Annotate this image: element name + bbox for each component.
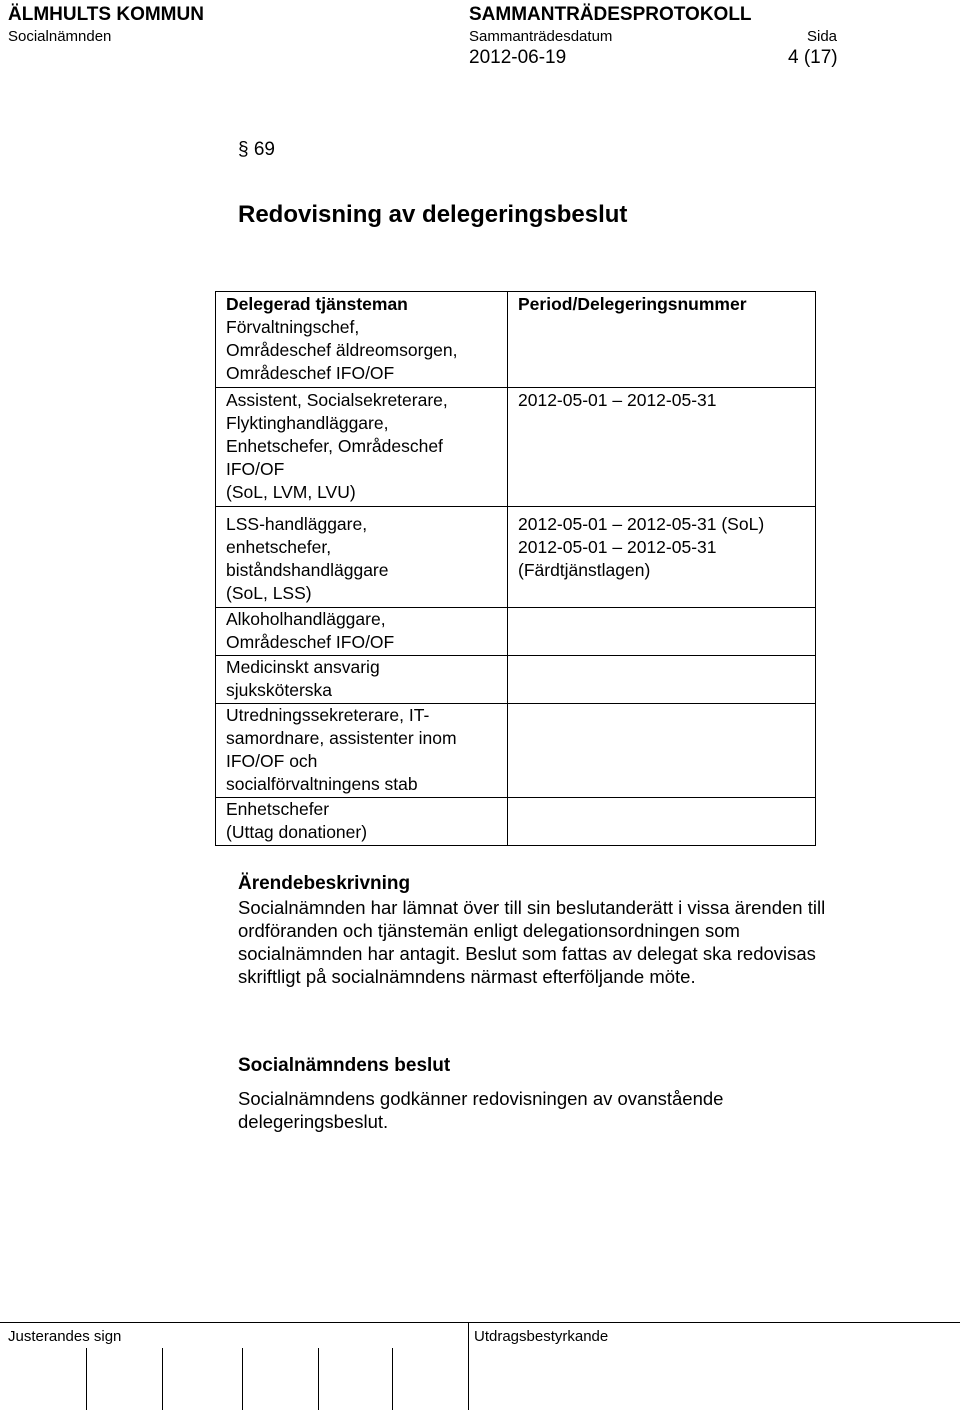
- table-cell-period: [508, 656, 816, 704]
- table-cell-officer: [216, 388, 508, 507]
- cell-line: socialförvaltningens stab: [226, 774, 418, 794]
- meeting-date: 2012-06-19: [469, 47, 567, 68]
- paragraph-line: delegeringsbeslut.: [238, 1111, 389, 1132]
- page-label: Sida: [807, 28, 838, 45]
- cell-line: samordnare, assistenter inom: [226, 728, 457, 748]
- cell-line: IFO/OF: [226, 459, 285, 479]
- cell-line: Medicinskt ansvarig: [226, 657, 380, 677]
- signature-box-divider: [162, 1348, 163, 1410]
- cell-line: Flyktinghandläggare,: [226, 413, 389, 433]
- signature-box-divider: [318, 1348, 319, 1410]
- cell-line: Assistent, Socialsekreterare,: [226, 390, 448, 410]
- cell-line: LSS-handläggare,: [226, 514, 368, 534]
- cell-line: Alkoholhandläggare,: [226, 609, 386, 629]
- table-header-line: Förvaltningschef,: [226, 317, 360, 337]
- table-header-row: [216, 292, 816, 388]
- signature-box-divider: [392, 1348, 393, 1410]
- table-header-line: Områdeschef IFO/OF: [226, 363, 395, 383]
- paragraph-line: Socialnämnden har lämnat över till sin beslutanderätt i vissa ärenden till: [238, 897, 826, 918]
- column-header-officer: Delegerad tjänsteman: [226, 294, 408, 314]
- cell-line: (Färdtjänstlagen): [518, 560, 651, 580]
- cell-line: Områdeschef IFO/OF: [226, 632, 395, 652]
- paragraph-line: ordföranden och tjänstemän enligt delegationsordningen som: [238, 920, 740, 941]
- table-cell-period: [508, 704, 816, 798]
- municipality-name: ÄLMHULTS KOMMUN: [8, 4, 204, 25]
- protocol-title: SAMMANTRÄDESPROTOKOLL: [469, 4, 752, 25]
- table-header-cell-officer: [216, 292, 508, 388]
- cell-line: sjuksköterska: [226, 680, 333, 700]
- cell-line: Enhetschefer: [226, 799, 330, 819]
- table-cell-officer: [216, 656, 508, 704]
- table-cell-officer: [216, 704, 508, 798]
- table-cell-period: [508, 608, 816, 656]
- cell-line: (SoL, LSS): [226, 583, 312, 603]
- table-row: [216, 798, 816, 846]
- signature-label: Justerandes sign: [8, 1328, 122, 1345]
- table-row: [216, 608, 816, 656]
- delegation-table: [215, 291, 816, 846]
- paragraph-line: socialnämnden har antagit. Beslut som fattas av delegat ska redovisas: [238, 943, 816, 964]
- cell-line: IFO/OF och: [226, 751, 318, 771]
- page-title: Redovisning av delegeringsbeslut: [238, 201, 628, 228]
- table-cell-officer: [216, 608, 508, 656]
- cell-line: enhetschefer,: [226, 537, 332, 557]
- column-header-period: Period/Delegeringsnummer: [518, 294, 747, 314]
- table-header-cell-period: [508, 292, 816, 388]
- page-number: 4 (17): [788, 47, 838, 68]
- signature-box-divider: [86, 1348, 87, 1410]
- cell-line: (Uttag donationer): [226, 822, 368, 842]
- case-description-heading: Ärendebeskrivning: [238, 873, 411, 894]
- date-label: Sammanträdesdatum: [469, 28, 613, 45]
- committee-name: Socialnämnden: [8, 28, 112, 45]
- cell-line: (SoL, LVM, LVU): [226, 482, 356, 502]
- table-row: [216, 507, 816, 608]
- table-row: [216, 704, 816, 798]
- case-description-text: [238, 896, 825, 988]
- section-number: § 69: [238, 139, 275, 160]
- decision-text: [238, 1087, 723, 1133]
- table-row: [216, 656, 816, 704]
- table-cell-officer: [216, 798, 508, 846]
- cell-line: 2012-05-01 – 2012-05-31 (SoL): [518, 514, 765, 534]
- table-cell-period: [508, 798, 816, 846]
- decision-heading: Socialnämndens beslut: [238, 1055, 451, 1076]
- table-cell-period: [508, 507, 816, 608]
- footer-top-rule: [0, 1322, 960, 1323]
- paragraph-line: Socialnämndens godkänner redovisningen av ovanstående: [238, 1088, 724, 1109]
- cell-line: Enhetschefer, Områdeschef: [226, 436, 443, 456]
- extract-certification-label: Utdragsbestyrkande: [474, 1328, 609, 1345]
- table-header-line: Områdeschef äldreomsorgen,: [226, 340, 458, 360]
- cell-line: biståndshandläggare: [226, 560, 389, 580]
- table-cell-officer: [216, 507, 508, 608]
- paragraph-line: skriftligt på socialnämndens närmast efterföljande möte.: [238, 966, 696, 987]
- table-row: [216, 388, 816, 507]
- footer-divider: [468, 1322, 469, 1410]
- cell-line: Utredningssekreterare, IT-: [226, 705, 430, 725]
- cell-line: 2012-05-01 – 2012-05-31: [518, 537, 717, 557]
- signature-box-divider: [242, 1348, 243, 1410]
- table-cell-period: [508, 388, 816, 507]
- cell-line: 2012-05-01 – 2012-05-31: [518, 390, 717, 410]
